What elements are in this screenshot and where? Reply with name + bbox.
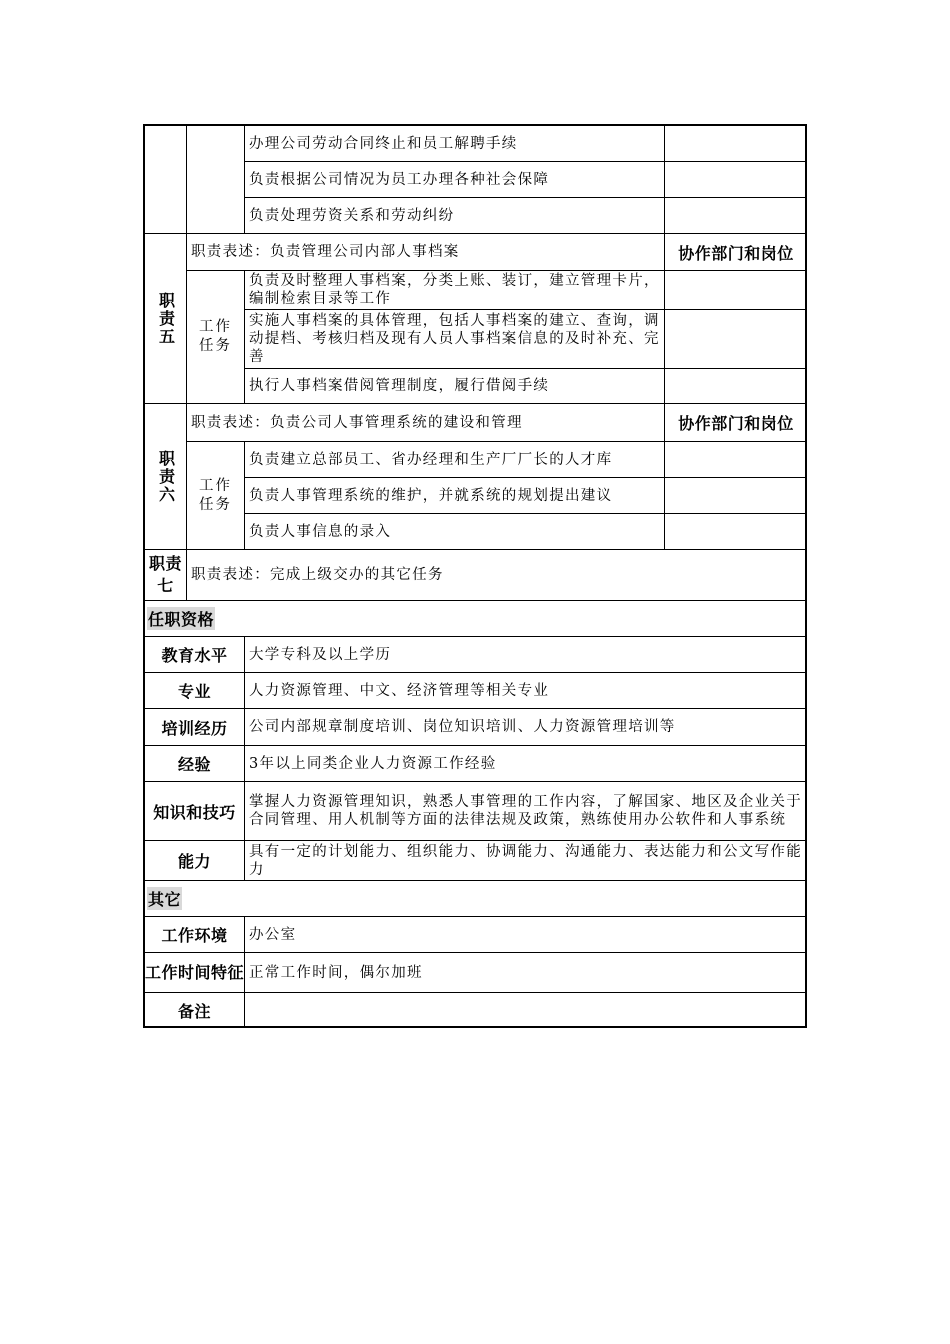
duty6-label-cell [145, 404, 187, 550]
duty5-collab-header: 协作部门和岗位 [678, 243, 794, 263]
qual-value-ability: 具有一定的计划能力、组织能力、协调能力、沟通能力、表达能力和公文写作能力 [245, 841, 807, 881]
qual-value-education: 大学专科及以上学历 [245, 637, 807, 673]
duty5-task-1: 负责及时整理人事档案，分类上账、装订，建立管理卡片，编制检索目录等工作 [245, 271, 665, 310]
other-label-remarks: 备注 [145, 993, 245, 1028]
other-label-environment: 工作环境 [145, 917, 245, 953]
other-label-work-hours: 工作时间特征 [145, 953, 245, 993]
duty5-task-2-collab [665, 310, 807, 369]
duty5-task-3: 执行人事档案借阅管理制度，履行借阅手续 [245, 369, 665, 404]
duty4-label-cell [145, 126, 187, 234]
job-description-table [143, 124, 807, 1028]
qual-value-training: 公司内部规章制度培训、岗位知识培训、人力资源管理培训等 [245, 709, 807, 746]
duty4-task-2: 负责根据公司情况为员工办理各种社会保障 [245, 162, 665, 198]
qual-label-ability: 能力 [145, 841, 245, 881]
other-value-remarks [245, 993, 807, 1028]
duty5-collab-header-cell [665, 234, 807, 271]
duty6-collab-header: 协作部门和岗位 [678, 414, 794, 433]
other-section-header [145, 881, 807, 917]
duty4-task-1: 办理公司劳动合同终止和员工解聘手续 [245, 126, 665, 162]
duty7-label-cell [145, 550, 187, 601]
duty6-description: 职责表述：负责公司人事管理系统的建设和管理 [187, 404, 665, 442]
duty6-task-1-collab [665, 442, 807, 478]
duty5-label: 职责五 [156, 291, 176, 346]
qual-label-experience: 经验 [145, 746, 245, 782]
qual-label-knowledge: 知识和技巧 [145, 782, 245, 841]
duty5-label-cell [145, 234, 187, 404]
duty6-task-3: 负责人事信息的录入 [245, 514, 665, 550]
other-value-environment: 办公室 [245, 917, 807, 953]
qualifications-title: 任职资格 [147, 607, 215, 630]
duty6-collab-header-cell [665, 404, 807, 442]
duty7-label-line2: 七 [157, 576, 174, 595]
other-value-work-hours: 正常工作时间，偶尔加班 [245, 953, 807, 993]
duty4-tasks-label-cell [187, 126, 245, 234]
duty6-tasks-label-cell [187, 442, 245, 550]
qual-value-experience: 3年以上同类企业人力资源工作经验 [245, 746, 807, 782]
duty6-label: 职责六 [156, 449, 176, 504]
duty5-task-3-collab [665, 369, 807, 404]
duty4-task-1-collab [665, 126, 807, 162]
qual-label-major: 专业 [145, 673, 245, 709]
qual-value-major: 人力资源管理、中文、经济管理等相关专业 [245, 673, 807, 709]
duty4-task-3: 负责处理劳资关系和劳动纠纷 [245, 198, 665, 234]
qualifications-section-header [145, 601, 807, 637]
other-title: 其它 [147, 887, 182, 910]
duty5-tasks-label: 工作任务 [199, 319, 232, 354]
duty5-task-1-collab [665, 271, 807, 310]
duty5-tasks-label-cell [187, 271, 245, 404]
duty5-description: 职责表述：负责管理公司内部人事档案 [187, 234, 665, 271]
duty6-task-1: 负责建立总部员工、省办经理和生产厂厂长的人才库 [245, 442, 665, 478]
duty7-label-line1: 职责 [148, 554, 182, 573]
qual-label-training: 培训经历 [145, 709, 245, 746]
duty5-task-2: 实施人事档案的具体管理，包括人事档案的建立、查询，调动提档、考核归档及现有人员人事档案信息的及时补充、完善 [245, 310, 665, 369]
duty6-task-2: 负责人事管理系统的维护，并就系统的规划提出建议 [245, 478, 665, 514]
duty4-task-3-collab [665, 198, 807, 234]
duty6-task-2-collab [665, 478, 807, 514]
duty7-description: 职责表述：完成上级交办的其它任务 [187, 550, 807, 601]
duty6-tasks-label: 工作任务 [199, 477, 232, 513]
qual-label-education: 教育水平 [145, 637, 245, 673]
duty4-task-2-collab [665, 162, 807, 198]
qual-value-knowledge: 掌握人力资源管理知识，熟悉人事管理的工作内容，了解国家、地区及企业关于合同管理、用人机制等方面的法律法规及政策，熟练使用办公软件和人事系统 [245, 782, 807, 841]
duty6-task-3-collab [665, 514, 807, 550]
